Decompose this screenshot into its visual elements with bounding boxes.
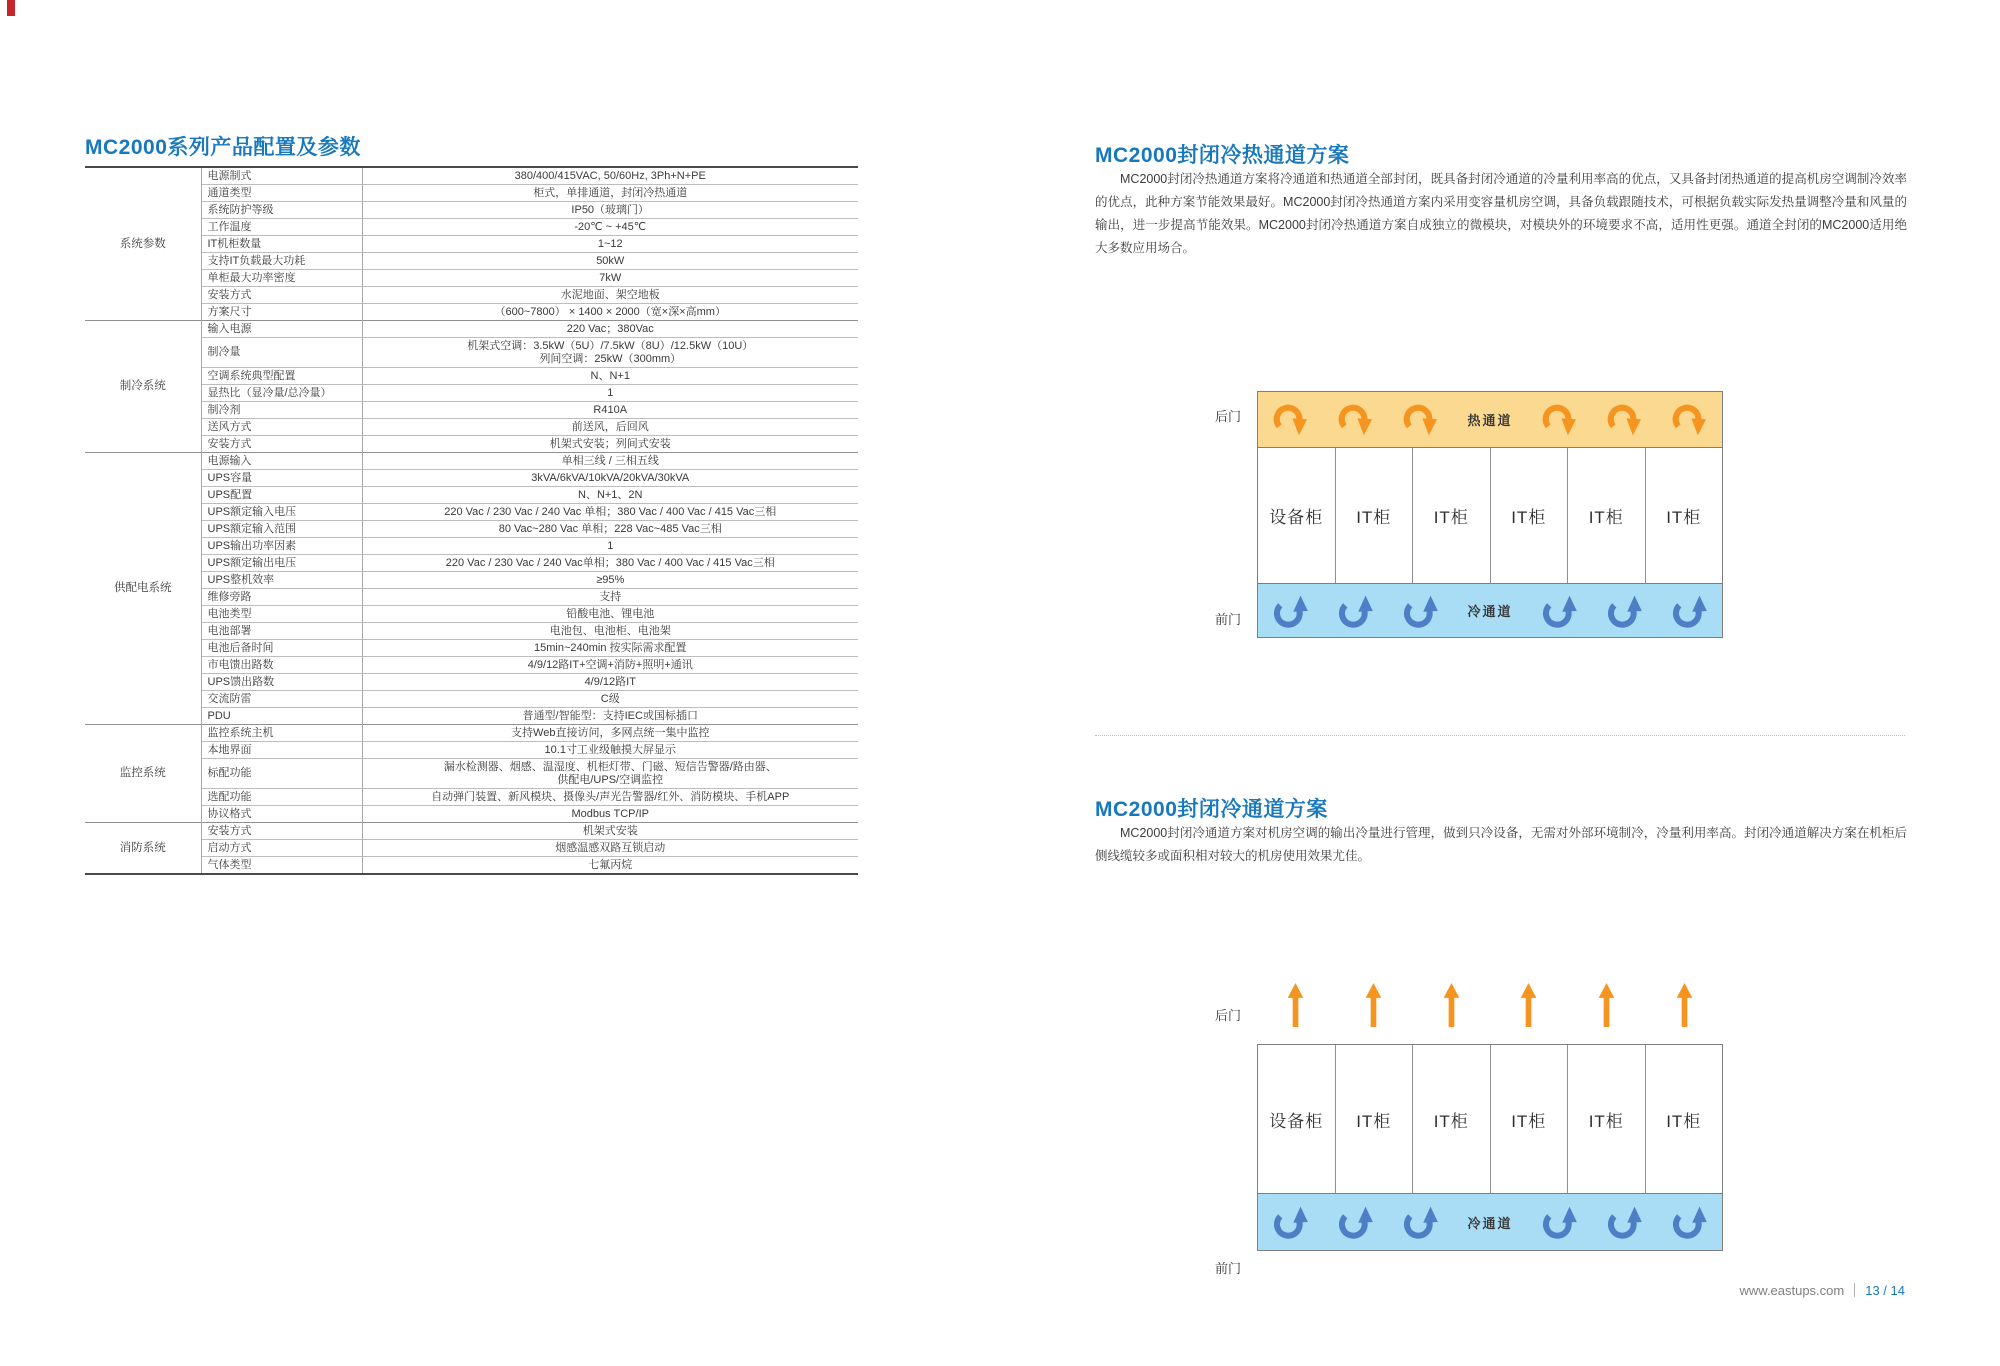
spec-value: 支持Web直接访问，多网点统一集中监控 xyxy=(362,725,858,742)
front-door-label: 前门 xyxy=(1215,1261,1242,1276)
hot-air-arrow-icon xyxy=(1671,403,1707,437)
table-row xyxy=(85,725,858,742)
spec-label: IT机柜数量 xyxy=(201,236,362,253)
table-row xyxy=(85,823,858,840)
equipment-cabinet: 设备柜 xyxy=(1269,1111,1324,1131)
spec-value: 自动弹门装置、新风模块、摄像头/声光告警器/红外、消防模块、手机APP xyxy=(362,789,858,806)
back-door-label: 后门 xyxy=(1215,1008,1242,1023)
spec-label: 工作温度 xyxy=(201,219,362,236)
spec-label: 电源输入 xyxy=(201,453,362,470)
table-row xyxy=(85,538,858,555)
table-row xyxy=(85,270,858,287)
cold-air-arrow-icon xyxy=(1671,1205,1707,1239)
hot-air-arrow-icon xyxy=(1402,403,1438,437)
table-row xyxy=(85,470,858,487)
hot-air-arrow-icon xyxy=(1272,403,1308,437)
spec-label: 电源制式 xyxy=(201,167,362,185)
table-row xyxy=(85,623,858,640)
spec-label: 维修旁路 xyxy=(201,589,362,606)
exhaust-arrow-icon xyxy=(1287,975,1304,1035)
spec-value: 支持 xyxy=(362,589,858,606)
spec-value: N、N+1、2N xyxy=(362,487,858,504)
spec-group-label: 供配电系统 xyxy=(85,453,201,725)
spec-value: ≥95% xyxy=(362,572,858,589)
spec-value: 电池包、电池柜、电池架 xyxy=(362,623,858,640)
footer-divider xyxy=(1854,1283,1855,1297)
cold-aisle-label: 冷通道 xyxy=(1467,604,1513,619)
it-cabinet: IT柜 xyxy=(1335,1045,1413,1193)
exhaust-arrow-icon xyxy=(1520,975,1537,1035)
cold-aisle-band xyxy=(1258,1193,1722,1250)
cold-air-arrow-icon xyxy=(1402,1205,1438,1239)
spec-label: 输入电源 xyxy=(201,321,362,338)
spec-value: -20℃ ~ +45℃ xyxy=(362,219,858,236)
cold-air-arrow-icon xyxy=(1337,594,1373,628)
aisle-containment-box xyxy=(1257,1044,1723,1251)
spec-label: 电池后备时间 xyxy=(201,640,362,657)
table-row xyxy=(85,759,858,789)
spec-label: UPS额定输入电压 xyxy=(201,504,362,521)
spec-value: 4/9/12路IT+空调+消防+照明+通讯 xyxy=(362,657,858,674)
spec-value: 15min~240min 按实际需求配置 xyxy=(362,640,858,657)
spec-value: 机架式安装；列间式安装 xyxy=(362,436,858,453)
spec-value: 烟感温感双路互锁启动 xyxy=(362,840,858,857)
spec-label: 标配功能 xyxy=(201,759,362,789)
spec-label: 显热比（显冷量/总冷量） xyxy=(201,385,362,402)
table-row xyxy=(85,202,858,219)
spec-label: UPS容量 xyxy=(201,470,362,487)
exhaust-arrow-icon xyxy=(1598,975,1615,1035)
spec-label: UPS配置 xyxy=(201,487,362,504)
section-divider xyxy=(1095,735,1905,736)
cabinet-row xyxy=(1258,1045,1722,1193)
it-cabinet: IT柜 xyxy=(1645,1045,1723,1193)
page-edge-mark xyxy=(7,0,15,16)
table-row xyxy=(85,185,858,202)
spec-label: 本地界面 xyxy=(201,742,362,759)
spec-label: 交流防雷 xyxy=(201,691,362,708)
table-row xyxy=(85,606,858,623)
table-row xyxy=(85,572,858,589)
cold-air-arrow-icon xyxy=(1402,594,1438,628)
table-row xyxy=(85,453,858,470)
table-row xyxy=(85,589,858,606)
table-row xyxy=(85,691,858,708)
cabinet-row xyxy=(1258,448,1722,583)
spec-value: 机架式安装 xyxy=(362,823,858,840)
it-cabinet: IT柜 xyxy=(1412,448,1490,583)
spec-label: PDU xyxy=(201,708,362,725)
exhaust-arrow-icon xyxy=(1365,975,1382,1035)
spec-value: 机架式空调：3.5kW（5U）/7.5kW（8U）/12.5kW（10U） 列间空调：25kW（300mm） xyxy=(362,338,858,368)
spec-label: 送风方式 xyxy=(201,419,362,436)
cold-air-arrow-icon xyxy=(1272,1205,1308,1239)
page-number: 13 / 14 xyxy=(1865,1283,1905,1298)
section1-title: MC2000封闭冷热通道方案 xyxy=(1095,144,1350,167)
spec-label: 启动方式 xyxy=(201,840,362,857)
spec-label: 监控系统主机 xyxy=(201,725,362,742)
it-cabinet: IT柜 xyxy=(1490,448,1568,583)
cold-aisle-diagram xyxy=(1215,975,1723,1276)
hot-aisle-band xyxy=(1258,392,1722,448)
spec-value: IP50（玻璃门） xyxy=(362,202,858,219)
spec-label: 安装方式 xyxy=(201,287,362,304)
spec-value: N、N+1 xyxy=(362,368,858,385)
spec-label: 系统防护等级 xyxy=(201,202,362,219)
table-row xyxy=(85,708,858,725)
table-row xyxy=(85,368,858,385)
section2-paragraph: MC2000封闭冷通道方案对机房空调的输出冷量进行管理，做到只冷设备，无需对外部环境制冷，冷量利用率高。封闭冷通道解决方案在机柜后侧线缆较多或面积相对较大的机房使用效果尤佳。 xyxy=(1095,826,1907,863)
spec-label: 安装方式 xyxy=(201,823,362,840)
spec-label: UPS整机效率 xyxy=(201,572,362,589)
spec-value: 七氟丙烷 xyxy=(362,857,858,875)
it-cabinet: IT柜 xyxy=(1567,448,1645,583)
spec-value: Modbus TCP/IP xyxy=(362,806,858,823)
cold-air-arrow-icon xyxy=(1272,594,1308,628)
spec-value: 铅酸电池、锂电池 xyxy=(362,606,858,623)
spec-value: 前送风，后回风 xyxy=(362,419,858,436)
left-page-title: MC2000系列产品配置及参数 xyxy=(85,136,361,159)
spec-value: 单相三线 / 三相五线 xyxy=(362,453,858,470)
aisle-containment-box xyxy=(1257,391,1723,638)
spec-label: 支持IT负载最大功耗 xyxy=(201,253,362,270)
spec-value: 1~12 xyxy=(362,236,858,253)
hot-cold-aisle-diagram xyxy=(1215,391,1723,638)
table-row xyxy=(85,555,858,572)
table-row xyxy=(85,840,858,857)
table-row xyxy=(85,287,858,304)
spec-value: 1 xyxy=(362,538,858,555)
spec-value: C级 xyxy=(362,691,858,708)
spec-value: 220 Vac / 230 Vac / 240 Vac 单相；380 Vac / 400 Vac / 415 Vac三相 xyxy=(362,504,858,521)
spec-label: 市电馈出路数 xyxy=(201,657,362,674)
table-row xyxy=(85,167,858,185)
spec-label: 制冷剂 xyxy=(201,402,362,419)
spec-value: （600~7800） × 1400 × 2000（宽×深×高mm） xyxy=(362,304,858,321)
table-row xyxy=(85,338,858,368)
table-row xyxy=(85,857,858,875)
exhaust-arrow-icon xyxy=(1676,975,1693,1035)
table-row xyxy=(85,402,858,419)
equipment-cabinet: 设备柜 xyxy=(1269,508,1324,527)
cold-air-arrow-icon xyxy=(1671,594,1707,628)
spec-value: 水泥地面、架空地板 xyxy=(362,287,858,304)
exhaust-arrow-icon xyxy=(1443,975,1460,1035)
cold-air-arrow-icon xyxy=(1541,1205,1577,1239)
table-row xyxy=(85,236,858,253)
table-row xyxy=(85,806,858,823)
table-row xyxy=(85,674,858,691)
spec-group-label: 系统参数 xyxy=(85,167,201,321)
table-row xyxy=(85,253,858,270)
spec-label: UPS馈出路数 xyxy=(201,674,362,691)
spec-value: 220 Vac / 230 Vac / 240 Vac单相；380 Vac / 400 Vac / 415 Vac三相 xyxy=(362,555,858,572)
exhaust-arrow-row xyxy=(1257,975,1723,1039)
spec-group-label: 监控系统 xyxy=(85,725,201,823)
spec-value: 柜式，单排通道，封闭冷热通道 xyxy=(362,185,858,202)
table-row xyxy=(85,219,858,236)
spec-value: 4/9/12路IT xyxy=(362,674,858,691)
cold-air-arrow-icon xyxy=(1541,594,1577,628)
spec-label: 选配功能 xyxy=(201,789,362,806)
spec-label: UPS额定输入范围 xyxy=(201,521,362,538)
spec-table xyxy=(85,166,858,875)
table-row xyxy=(85,419,858,436)
hot-air-arrow-icon xyxy=(1606,403,1642,437)
back-door-label: 后门 xyxy=(1215,409,1242,424)
spec-value: 3kVA/6kVA/10kVA/20kVA/30kVA xyxy=(362,470,858,487)
section1-paragraph: MC2000封闭冷热通道方案将冷通道和热通道全部封闭，既具备封闭冷通道的冷量利用率高的优点，又具备封闭热通道的提高机房空调制冷效率的优点，此种方案节能效果最好。MC2000封闭冷热通道方案内采用变容量机房空调，具备负载跟随技术，可根据负载实际发热量调整冷量和风量的输出，进一步提高节能效果。MC2000封闭冷热通道方案自成独立的微模块，对模块外的环境要求不高，适用性更强。通道全封闭的MC2000适用绝大多数应用场合。 xyxy=(1095,172,1907,255)
spec-value: 50kW xyxy=(362,253,858,270)
cold-air-arrow-icon xyxy=(1606,1205,1642,1239)
spec-value: 10.1寸工业级触摸大屏显示 xyxy=(362,742,858,759)
cold-aisle-band xyxy=(1258,583,1722,637)
spec-label: UPS额定输出电压 xyxy=(201,555,362,572)
hot-air-arrow-icon xyxy=(1337,403,1373,437)
table-row xyxy=(85,504,858,521)
spec-value: 1 xyxy=(362,385,858,402)
spec-group-label: 制冷系统 xyxy=(85,321,201,453)
spec-value: R410A xyxy=(362,402,858,419)
cold-air-arrow-icon xyxy=(1606,594,1642,628)
spec-value: 80 Vac~280 Vac 单相；228 Vac~485 Vac三相 xyxy=(362,521,858,538)
spec-label: 安装方式 xyxy=(201,436,362,453)
spec-label: 电池部署 xyxy=(201,623,362,640)
spec-label: 电池类型 xyxy=(201,606,362,623)
table-row xyxy=(85,640,858,657)
it-cabinet: IT柜 xyxy=(1567,1045,1645,1193)
section2-title: MC2000封闭冷通道方案 xyxy=(1095,798,1328,821)
hot-aisle-label: 热通道 xyxy=(1467,413,1513,428)
spec-label: 空调系统典型配置 xyxy=(201,368,362,385)
spec-label: 单柜最大功率密度 xyxy=(201,270,362,287)
spec-value: 380/400/415VAC, 50/60Hz, 3Ph+N+PE xyxy=(362,167,858,185)
spec-label: 通道类型 xyxy=(201,185,362,202)
spec-label: 制冷量 xyxy=(201,338,362,368)
spec-label: 协议格式 xyxy=(201,806,362,823)
website-url: www.eastups.com xyxy=(1739,1283,1845,1298)
spec-label: 气体类型 xyxy=(201,857,362,875)
it-cabinet: IT柜 xyxy=(1412,1045,1490,1193)
table-row xyxy=(85,304,858,321)
table-row xyxy=(85,742,858,759)
front-door-label: 前门 xyxy=(1215,612,1242,627)
hot-air-arrow-icon xyxy=(1541,403,1577,437)
table-row xyxy=(85,521,858,538)
it-cabinet: IT柜 xyxy=(1335,448,1413,583)
cold-air-arrow-icon xyxy=(1337,1205,1373,1239)
table-row xyxy=(85,487,858,504)
spec-value: 7kW xyxy=(362,270,858,287)
table-row xyxy=(85,436,858,453)
table-row xyxy=(85,385,858,402)
spec-label: 方案尺寸 xyxy=(201,304,362,321)
table-row xyxy=(85,321,858,338)
cold-aisle-label: 冷通道 xyxy=(1467,1215,1513,1231)
page-footer xyxy=(1095,1283,1905,1298)
spec-value: 普通型/智能型：支持IEC或国标插口 xyxy=(362,708,858,725)
spec-value: 漏水检测器、烟感、温湿度、机柜灯带、门磁、短信告警器/路由器、 供配电/UPS/空调监控 xyxy=(362,759,858,789)
spec-label: UPS输出功率因素 xyxy=(201,538,362,555)
table-row xyxy=(85,789,858,806)
table-row xyxy=(85,657,858,674)
it-cabinet: IT柜 xyxy=(1490,1045,1568,1193)
it-cabinet: IT柜 xyxy=(1645,448,1723,583)
spec-value: 220 Vac；380Vac xyxy=(362,321,858,338)
spec-group-label: 消防系统 xyxy=(85,823,201,875)
